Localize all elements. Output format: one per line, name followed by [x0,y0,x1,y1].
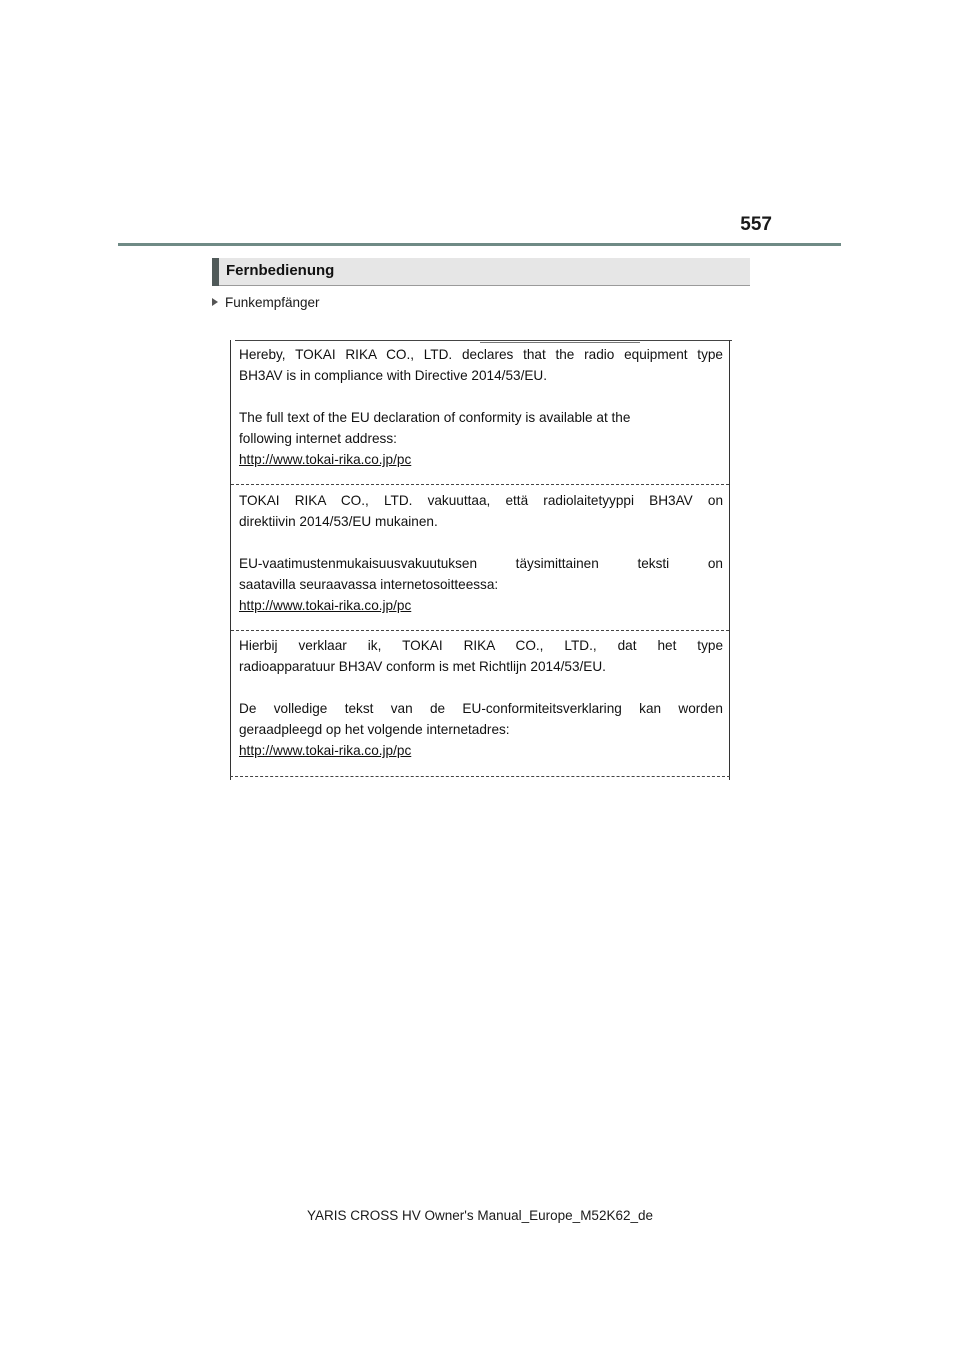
declaration-finnish [231,490,729,616]
declaration-english [231,344,729,470]
declaration-url[interactable]: http://www.tokai-rika.co.jp/pc [239,452,412,467]
declaration-line: geraadpleegd op het volgende internetadres: [239,722,510,737]
section-header-bar [212,258,219,286]
declaration-box [230,340,730,780]
declaration-line: EU-vaatimustenmukaisuusvakuutuksen täysimittainen teksti on [239,556,723,571]
declaration-line: direktiivin 2014/53/EU mukainen. [239,514,438,529]
declaration-line: The full text of the EU declaration of conformity is available at the [239,410,631,425]
declaration-url[interactable]: http://www.tokai-rika.co.jp/pc [239,598,412,613]
declaration-line: BH3AV is in compliance with Directive 2014/53/EU. [239,368,548,383]
subheading-label: Funkempfänger [225,295,320,310]
header-rule [118,243,841,246]
section-divider [231,630,729,631]
section-title: Fernbedienung [226,262,335,279]
declaration-line: radioapparatuur BH3AV conform is met Richtlijn 2014/53/EU. [239,659,606,674]
declaration-dutch [231,635,729,761]
declaration-line: Hereby, TOKAI RIKA CO., LTD. declares that the radio equipment type [239,347,723,362]
triangle-bullet-icon [212,298,218,306]
subheading [212,295,320,310]
page-number: 557 [740,214,772,235]
section-header [212,258,750,286]
box-bottom-border [230,776,730,777]
declaration-url[interactable]: http://www.tokai-rika.co.jp/pc [239,743,412,758]
declaration-line: De volledige tekst van de EU-conformiteitsverklaring kan worden [239,701,723,716]
footer: YARIS CROSS HV Owner's Manual_Europe_M52K62_de [307,1208,653,1223]
declaration-line: saatavilla seuraavassa internetosoitteessa: [239,577,499,592]
declaration-line: following internet address: [239,431,397,446]
declaration-line: TOKAI RIKA CO., LTD. vakuuttaa, että radiolaitetyyppi BH3AV on [239,493,723,508]
section-divider [231,484,729,485]
declaration-line: Hierbij verklaar ik, TOKAI RIKA CO., LTD., dat het type [239,638,723,653]
